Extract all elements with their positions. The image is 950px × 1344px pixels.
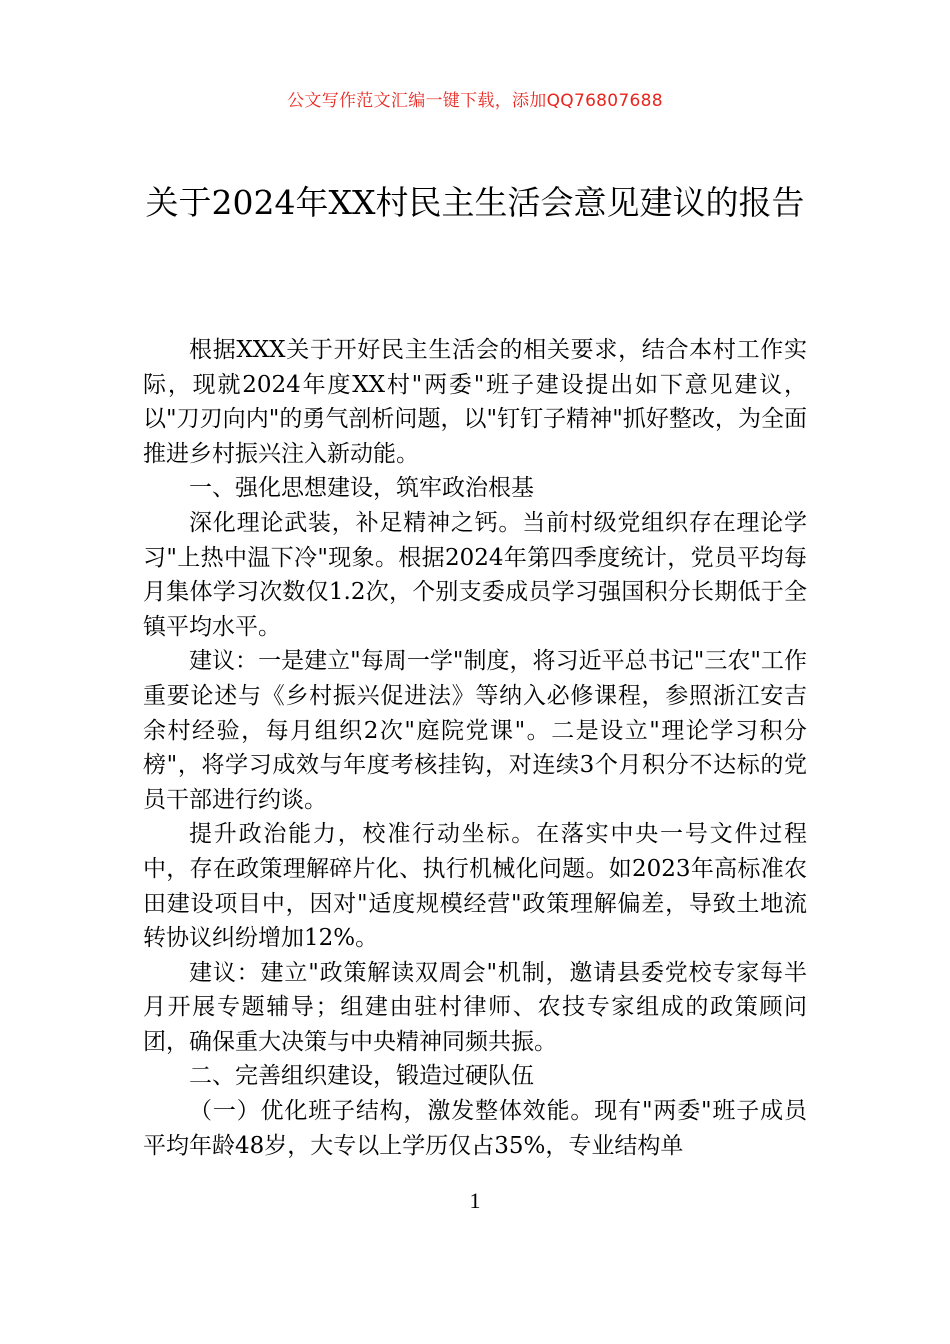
document-title: 关于2024年XX村民主生活会意见建议的报告	[145, 183, 805, 222]
body-paragraph: （一）优化班子结构，激发整体效能。现有"两委"班子成员平均年龄48岁，大专以上学历仅占35%，专业结构单	[143, 1098, 807, 1159]
document-body	[143, 333, 807, 1163]
body-paragraph: 深化理论武装，补足精神之钙。当前村级党组织存在理论学习"上热中温下冷"现象。根据2024年第四季度统计，党员平均每月集体学习次数仅1.2次，个别支委成员学习强国积分长期低于全镇平均水平。	[143, 509, 807, 640]
intro-paragraph: 根据XXX关于开好民主生活会的相关要求，结合本村工作实际，现就2024年度XX村"两委"班子建设提出如下意见建议，以"刀刃向内"的勇气剖析问题，以"钉钉子精神"抓好整改，为全面推进乡村振兴注入新动能。	[143, 337, 807, 467]
section-heading-1: 一、强化思想建设，筑牢政治根基	[189, 475, 534, 502]
suggestion-paragraph: 建议：一是建立"每周一学"制度，将习近平总书记"三农"工作重要论述与《乡村振兴促进法》等纳入必修课程，参照浙江安吉余村经验，每月组织2次"庭院党课"。二是设立"理论学习积分榜"，将学习成效与年度考核挂钩，对连续3个月积分不达标的党员干部进行约谈。	[143, 648, 807, 813]
section-heading-2: 二、完善组织建设，锻造过硬队伍	[189, 1063, 534, 1090]
download-banner: 公文写作范文汇编一键下载，添加QQ76807688	[287, 91, 663, 111]
page-number: 1	[469, 1188, 481, 1213]
body-paragraph: 提升政治能力，校准行动坐标。在落实中央一号文件过程中，存在政策理解碎片化、执行机械化问题。如2023年高标准农田建设项目中，因对"适度规模经营"政策理解偏差，导致土地流转协议纠纷增加12%。	[143, 821, 807, 952]
suggestion-paragraph: 建议：建立"政策解读双周会"机制，邀请县委党校专家每半月开展专题辅导；组建由驻村律师、农技专家组成的政策顾问团，确保重大决策与中央精神同频共振。	[143, 959, 807, 1055]
